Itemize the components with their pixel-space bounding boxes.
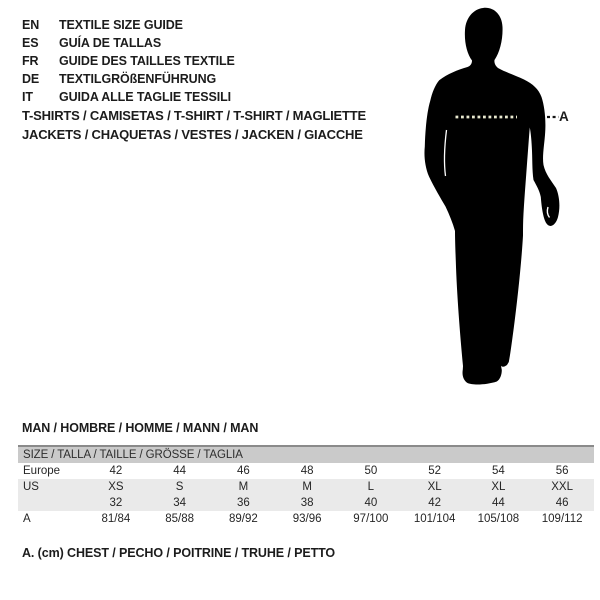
size-value: 93/96 (292, 513, 322, 525)
size-value: XXL (551, 481, 573, 493)
size-value: 105/108 (477, 513, 520, 525)
size-value: 89/92 (228, 513, 258, 525)
size-value: 48 (300, 465, 314, 477)
row-label: Europe (23, 465, 61, 477)
size-value: XS (108, 481, 124, 493)
size-value: 42 (109, 465, 123, 477)
size-value: XL (427, 481, 442, 493)
man-silhouette (410, 0, 600, 400)
language-title: GUÍA DE TALLAS (59, 36, 162, 50)
table-row-us (18, 479, 594, 495)
row-label (18, 495, 84, 511)
size-value: 46 (236, 465, 250, 477)
language-row-en (22, 16, 235, 34)
size-value: 44 (173, 465, 187, 477)
size-value: 32 (109, 497, 123, 509)
size-value: 34 (173, 497, 187, 509)
size-value: 52 (428, 465, 442, 477)
language-code: FR (22, 54, 39, 68)
table-row-chest-cm (18, 511, 594, 527)
language-code: ES (22, 36, 39, 50)
size-value: M (302, 481, 312, 493)
language-title: TEXTILE SIZE GUIDE (59, 18, 183, 32)
size-value: M (238, 481, 249, 493)
category-tshirts: T-SHIRTS / CAMISETAS / T-SHIRT / T-SHIRT / MAGLIETTE (22, 108, 366, 123)
language-row-fr (22, 52, 235, 70)
table-row-europe (18, 463, 594, 479)
size-table-header: SIZE / TALLA / TAILLE / GRÖSSE / TAGLIA (18, 445, 594, 463)
size-table (18, 445, 594, 527)
size-value: 42 (428, 497, 442, 509)
size-value: 56 (555, 465, 569, 477)
category-jackets: JACKETS / CHAQUETAS / VESTES / JACKEN / GIACCHE (22, 127, 363, 142)
language-code: EN (22, 18, 40, 32)
size-value: 109/112 (541, 513, 583, 525)
language-row-it (22, 88, 235, 106)
row-label: US (23, 481, 39, 493)
size-value: 101/104 (413, 513, 456, 525)
garment-categories (22, 106, 366, 144)
language-row-es (22, 34, 235, 52)
size-value: 46 (555, 497, 569, 509)
language-row-de (22, 70, 235, 88)
size-value: 40 (364, 497, 378, 509)
size-value: 38 (300, 497, 314, 509)
size-value: L (367, 481, 375, 493)
size-value: 81/84 (101, 513, 131, 525)
language-code: IT (22, 90, 33, 104)
language-list (22, 16, 235, 106)
language-title: GUIDA ALLE TAGLIE TESSILI (59, 90, 232, 104)
size-value: 54 (491, 465, 505, 477)
table-row-us-numeric (18, 495, 594, 511)
man-figure (410, 0, 600, 400)
size-value: 44 (491, 497, 505, 509)
language-code: DE (22, 72, 40, 86)
row-label: A (23, 513, 31, 525)
size-value: 85/88 (165, 513, 195, 525)
size-value: 97/100 (353, 513, 389, 525)
measure-label-a: A (559, 109, 569, 124)
size-value: XL (491, 481, 506, 493)
man-silhouette-shape (424, 8, 559, 385)
measurement-footnote: A. (cm) CHEST / PECHO / POITRINE / TRUHE / PETTO (22, 546, 336, 560)
language-title: TEXTILGRÖßENFÜHRUNG (59, 72, 217, 86)
section-title-man: MAN / HOMBRE / HOMME / MANN / MAN (22, 421, 259, 435)
size-value: 50 (364, 465, 378, 477)
language-title: GUIDE DES TAILLES TEXTILE (59, 54, 235, 68)
size-value: 36 (236, 497, 250, 509)
size-value: S (175, 481, 184, 493)
